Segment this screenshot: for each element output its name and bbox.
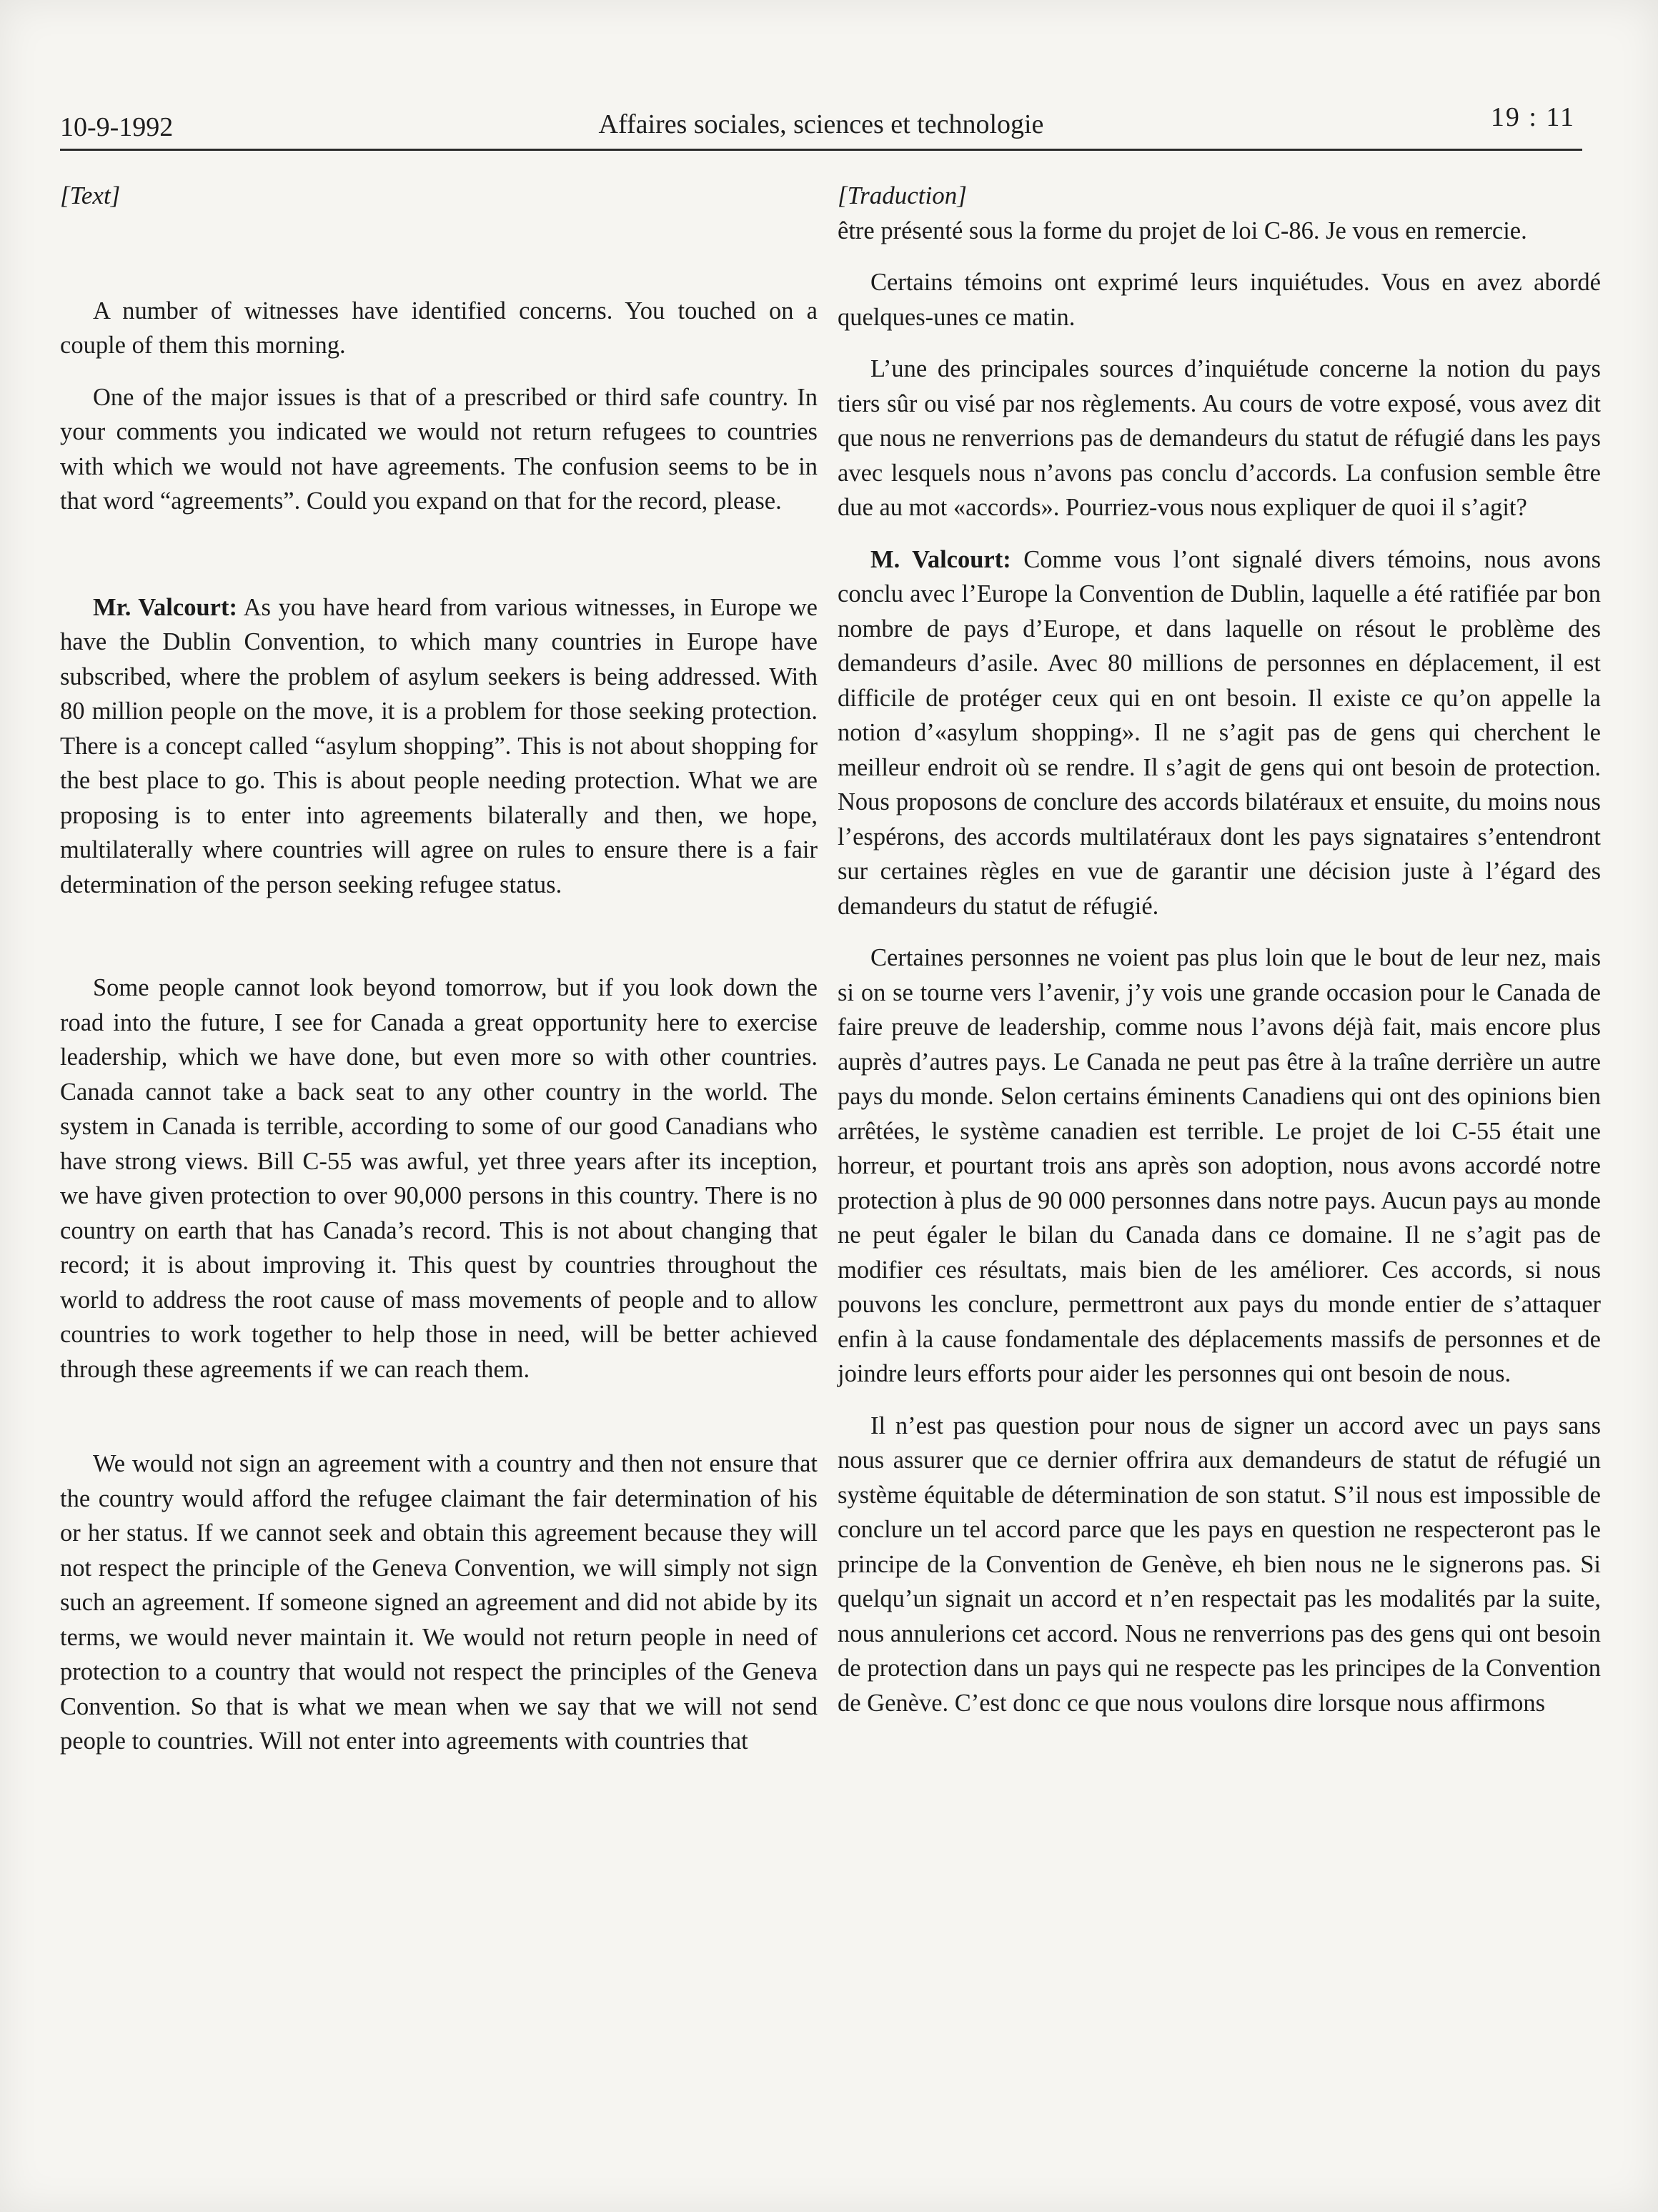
english-label: [Text] [60, 182, 121, 209]
paragraph [838, 542, 1601, 924]
english-column [60, 179, 818, 1759]
paragraph-text: Il n’est pas question pour nous de signer un accord avec un pays sans nous assurer que ce dernier offrira aux demandeurs de statut de réfugié un système équitable de détermination de son statut. S’il nous est impossible de conclure un tel accord parce que les pays en question ne respecteront pas le principe de la Convention de Genève, eh bien nous ne le signerons pas. Si quelqu’un signait un accord et n’en respectait pas les modalités par la suite, nous annulerions cet accord. Nous ne renverrions pas des gens qui ont besoin de protection dans un pays qui ne respecte pas les principes de la Convention de Genève. C’est donc ce que nous voulons dire lorsque nous affirmons [838, 1412, 1601, 1717]
paragraph [838, 265, 1601, 334]
paragraph [60, 294, 818, 363]
speaker-name: M. Valcourt: [870, 545, 1011, 573]
french-label: [Traduction] [838, 182, 967, 209]
paragraph [838, 352, 1601, 525]
paragraph-text: As you have heard from various witnesses, in Europe we have the Dublin Convention, to which many countries in Europe have subscribed, where the problem of asylum seekers is being addressed. With 80 million people on the move, it is a problem for those seeking protection. There is a concept called “asylum shopping”. This is not about shopping for the best place to go. This is about people needing protection. What we are proposing is to enter into agreements bilaterally and then, we hope, multilaterally where countries will agree on rules to ensure there is a fair determination of the person seeking refugee status. [60, 593, 818, 898]
paragraph-text: A number of witnesses have identified concerns. You touched on a couple of them this morning. [60, 297, 818, 359]
header-title: Affaires sociales, sciences et technologie [598, 109, 1044, 139]
running-header [60, 99, 1582, 151]
paragraph-text: Comme vous l’ont signalé divers témoins, nous avons conclu avec l’Europe la Convention de Dublin, laquelle a été ratifiée par bon nombre de pays d’Europe, et dans laquelle on résout le problème des demandeurs d’asile. Avec 80 millions de personnes en déplacement, il est difficile de protéger ceux qui en ont besoin. Il existe ce qu’on appelle la notion d’«asylum shopping». Il ne s’agit pas de gens qui cherchent le meilleur endroit où se rendre. Il s’agit de gens qui ont besoin de protection. Nous proposons de conclure des accords bilatéraux et ensuite, du moins nous l’espérons, des accords multilatéraux dont les pays signataires s’entendront sur certaines règles en vue de garantir une décision juste à l’égard des demandeurs du statut de réfugié. [838, 545, 1601, 920]
french-column [838, 179, 1601, 1720]
paragraph [60, 380, 818, 519]
paragraph [838, 214, 1601, 249]
paragraph [60, 971, 818, 1387]
paragraph-text: One of the major issues is that of a prescribed or third safe country. In your comments you indicated we would not return refugees to countries with which we would not have agreements. The confusion seems to be in that word “agreements”. Could you expand on that for the record, please. [60, 383, 818, 515]
paragraph [60, 590, 818, 903]
paragraph-text: Certains témoins ont exprimé leurs inquiétudes. Vous en avez abordé quelques-unes ce matin. [838, 269, 1601, 331]
paragraph-text: We would not sign an agreement with a country and then not ensure that the country would afford the refugee claimant the fair determination of his or her status. If we cannot seek and obtain this agreement because they will not respect the principle of the Geneva Convention, we will simply not sign such an agreement. If someone signed an agreement and did not abide by its terms, we would never maintain it. We would not return people in need of protection to a country that would not respect the principles of the Geneva Convention. So that is what we mean when we say that we will not send people to countries. Will not enter into agreements with countries that [60, 1450, 818, 1755]
paragraph-text: L’une des principales sources d’inquiétude concerne la notion du pays tiers sûr ou visé par nos règlements. Au cours de votre exposé, vous avez dit que nous ne renverrions pas de demandeurs du statut de réfugié dans les pays avec lesquels nous n’avons pas conclu d’accords. La confusion semble être due au mot «accords». Pourriez-vous nous expliquer de quoi il s’agit? [838, 355, 1601, 521]
paragraph [838, 941, 1601, 1392]
header-page-number: 19 : 11 [1490, 102, 1575, 132]
paragraph-text: Some people cannot look beyond tomorrow, but if you look down the road into the future, I see for Canada a great opportunity here to exercise leadership, which we have done, but even more so with other countries. Canada cannot take a back seat to any other country in the world. The system in Canada is terrible, according to some of our good Canadians who have strong views. Bill C-55 was awful, yet three years after its inception, we have given protection to over 90,000 persons in this country. There is no country on earth that has Canada’s record. This is not about changing that record; it is about improving it. This quest by countries throughout the world to address the root cause of mass movements of people and to allow countries to work together to help those in need, will be better achieved through these agreements if we can reach them. [60, 974, 818, 1383]
header-date: 10-9-1992 [60, 112, 174, 142]
paragraph-text: être présenté sous la forme du projet de loi C-86. Je vous en remercie. [838, 217, 1527, 244]
speaker-name: Mr. Valcourt: [93, 593, 237, 621]
paragraph-text: Certaines personnes ne voient pas plus loin que le bout de leur nez, mais si on se tourne vers l’avenir, j’y vois une grande occasion pour le Canada de faire preuve de leadership, comme nous l’avons déjà fait, mais encore plus auprès d’autres pays. Le Canada ne peut pas être à la traîne derrière un autre pays du monde. Selon certains éminents Canadiens qui ont des opinions bien arrêtées, le système canadien est terrible. Le projet de loi C-55 était une horreur, et pourtant trois ans après son adoption, nous avons accordé notre protection à plus de 90 000 personnes dans notre pays. Aucun pays au monde ne peut égaler le bilan du Canada dans ce domaine. Il ne s’agit pas de modifier ces résultats, mais bien de les améliorer. Ces accords, si nous pouvons les conclure, permettront aux pays du monde entier de s’attaquer enfin à la cause fondamentale des déplacements massifs de personnes et de joindre leurs efforts pour aider les personnes qui ont besoin de nous. [838, 944, 1601, 1387]
paragraph [838, 1409, 1601, 1721]
paragraph [60, 1447, 818, 1759]
